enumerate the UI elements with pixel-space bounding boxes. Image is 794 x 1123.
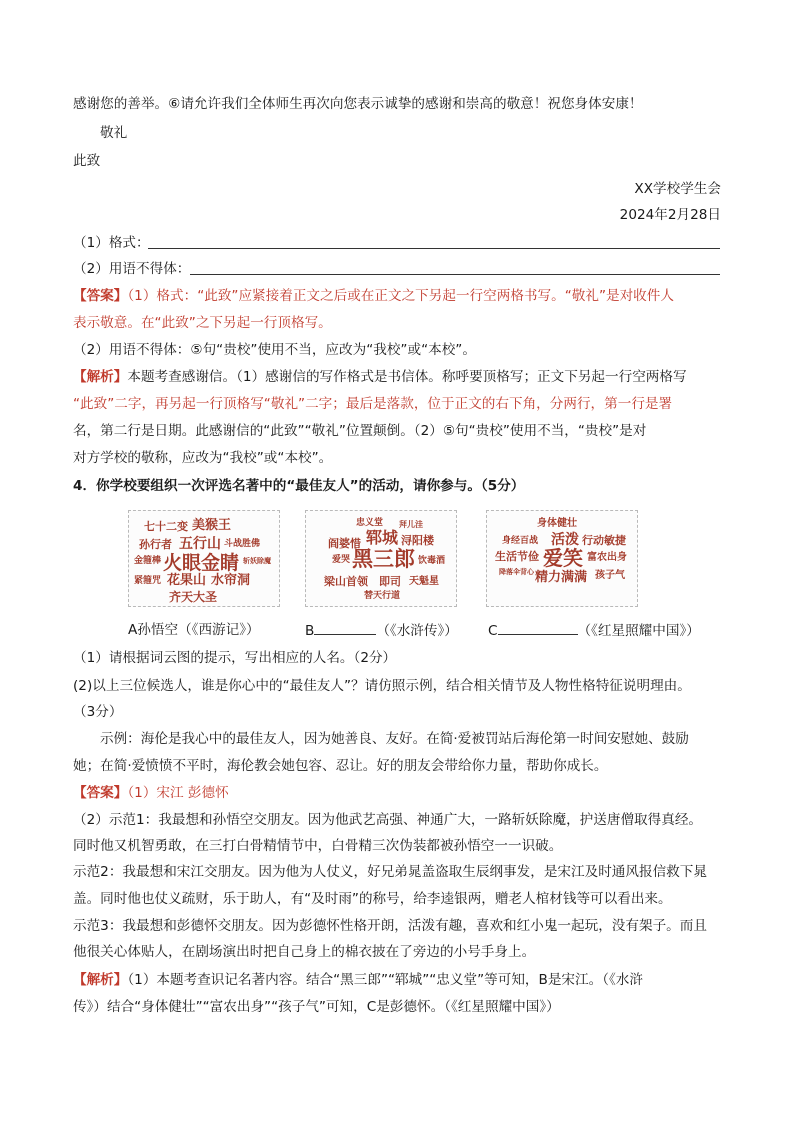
word-cloud-b: [305, 510, 457, 607]
letter-date: 2024年2月28日: [619, 207, 721, 223]
cloud-b-word: 拜儿洼: [399, 520, 423, 529]
answer2-line5: 盖。同时他也仗义疏财，乐于助人，有“及时雨”的称号，给李逵银两，赠老人棺材钱等可以看出来。: [73, 891, 672, 907]
cloud-b-word: 饮毒酒: [418, 556, 446, 566]
caption-c-letter: C: [488, 623, 498, 639]
analysis1-line1: 本题考查感谢信。（1）感谢信的写作格式是书信体。称呼要顶格写；正文下另起一行空两格写: [127, 369, 687, 385]
caption-b: [305, 620, 458, 641]
caption-c: [488, 620, 700, 641]
answer2-block: [73, 783, 229, 803]
cloud-c-word: 行动敏捷: [582, 534, 626, 547]
cloud-c-word: 身体健壮: [537, 518, 577, 529]
analysis1-block: [73, 367, 687, 387]
answer2-line2: （2）示范1：我最想和孙悟空交朋友。因为他武艺高强、神通广大，一路斩妖除魔，护送唐僧取得真经。: [73, 812, 703, 828]
letter-closing-line: 感谢您的善举。⑥请允许我们全体师生再次向您表示诚挚的感谢和崇高的敬意！祝您身体安康！: [73, 96, 643, 112]
cloud-a-word: 美猴王: [192, 518, 232, 533]
answer2-line6: 示范3：我最想和彭德怀交朋友。因为彭德怀性格开朗，活泼有趣，喜欢和红小鬼一起玩，没有架子。而且: [73, 918, 707, 934]
answer1-line3: （2）用语不得体：⑤句“贵校”使用不当，应改为“我校”或“本校”。: [73, 342, 476, 358]
cloud-c-word: 精力满满: [535, 570, 588, 585]
cloud-a-word: 齐天大圣: [169, 590, 218, 604]
cloud-a-word: 紧箍咒: [134, 576, 162, 586]
cloud-c-word: 爱笑: [543, 546, 583, 570]
subquestion-1: （1）请根据词云图的提示，写出相应的人名。（2分）: [73, 650, 397, 666]
format-answer-line[interactable]: [148, 248, 720, 249]
subquestion-2-line2: （3分）: [73, 704, 123, 720]
answer2-line3: 同时他又机智勇敢，在三打白骨精情节中，白骨精三次伪装都被孙悟空一一识破。: [73, 838, 563, 854]
usage-answer-line[interactable]: [190, 274, 720, 275]
cloud-c-word: 降落伞背心: [499, 568, 534, 576]
answer2-line1: （1）宋江 彭德怀: [127, 785, 229, 801]
analysis-tag: 【解析】: [73, 369, 128, 385]
answer1-line2: 表示敬意。在“此致”之下另起一行顶格写。: [73, 315, 332, 331]
usage-label: （2）用语不得体：: [73, 261, 191, 277]
letter-jingli: 敬礼: [100, 125, 128, 141]
caption-b-letter: B: [305, 623, 315, 639]
cloud-a-word: 斩妖除魔: [243, 557, 271, 565]
cloud-b-word: 浔阳楼: [401, 534, 434, 547]
caption-c-book: （《红星照耀中国》）: [577, 623, 700, 639]
question4-title: 4．你学校要组织一次评选名著中的“最佳友人”的活动，请你参与。（5分）: [73, 478, 525, 494]
cloud-b-word: 忠义堂: [356, 518, 384, 528]
word-cloud-c: [486, 510, 638, 607]
cloud-b-word: 黑三郎: [352, 547, 415, 571]
example-line1: 示例：海伦是我心中的最佳友人，因为她善良、友好。在简·爱被罚站后海伦第一时间安慰她、鼓励: [100, 731, 689, 747]
answer1-block: [73, 286, 674, 306]
cloud-c-word: 活泼: [551, 532, 579, 548]
cloud-a-word: 金箍棒: [134, 556, 162, 566]
cloud-b-word: 郓城: [366, 528, 399, 547]
caption-c-blank[interactable]: [498, 620, 578, 635]
analysis2-line1: （1）本题考查识记名著内容。结合“黑三郎”“郓城”“忠义堂”等可知，B是宋江。（《水浒: [127, 972, 643, 988]
example-line2: 她；在简·爱愤愤不平时，海伦教会她包容、忍让。好的朋友会带给你力量，帮助你成长。: [73, 758, 608, 774]
cloud-a-word: 火眼金睛: [163, 552, 240, 574]
cloud-c-word: 身经百战: [502, 536, 539, 546]
analysis2-block: [73, 970, 643, 990]
subquestion-2-line1: (2)以上三位候选人，谁是你心中的“最佳友人”？请仿照示例，结合相关情节及人物性格特征说明理由。: [73, 678, 691, 694]
answer1-line1: （1）格式：“此致”应紧接着正文之后或在正文之下另起一行空两格书写。“敬礼”是对收件人: [127, 288, 674, 304]
letter-signer: XX学校学生会: [634, 181, 721, 197]
cloud-c-word: 富农出身: [587, 552, 627, 563]
cloud-a-word: 斗战胜佛: [224, 539, 261, 549]
format-label: （1）格式：: [73, 235, 150, 251]
cloud-b-word: 替天行道: [364, 591, 401, 601]
analysis2-tag: 【解析】: [73, 972, 128, 988]
cloud-a-word: 水帘洞: [211, 573, 251, 588]
caption-b-book: （《水浒传》）: [376, 623, 458, 639]
answer2-line4: 示范2：我最想和宋江交朋友。因为他为人仗义，好兄弟晁盖盗取生辰纲事发，是宋江及时通风报信救下晁: [73, 864, 707, 880]
cloud-a-word: 花果山: [167, 573, 207, 588]
word-cloud-a: [128, 510, 280, 607]
caption-b-blank[interactable]: [314, 620, 376, 635]
cloud-a-word: 五行山: [179, 536, 221, 552]
analysis1-line4: 对方学校的敬称，应改为“我校”或“本校”。: [73, 450, 333, 466]
cloud-c-word: 生活节俭: [495, 550, 539, 563]
cloud-b-word: 即司: [379, 575, 401, 588]
analysis1-line2: “此致”二字，再另起一行顶格写“敬礼”二字；最后是落款，位于正文的右下角，分两行，第一行是署: [73, 396, 673, 412]
cloud-a-word: 孙行者: [139, 538, 172, 551]
caption-a: A孙悟空（《西游记》）: [128, 622, 260, 638]
analysis2-line2: 传》）结合“身体健壮”“富农出身”“孩子气”可知，C是彭德怀。（《红星照耀中国》）: [73, 999, 560, 1015]
cloud-b-word: 爱哭: [332, 555, 351, 565]
cloud-a-word: 七十二变: [144, 520, 188, 533]
answer2-line7: 他很关心体贴人，在剧场演出时把自己身上的棉衣披在了旁边的小号手身上。: [73, 944, 536, 960]
cloud-b-word: 天魁星: [409, 576, 439, 587]
cloud-c-word: 孩子气: [595, 570, 625, 581]
letter-cizhi: 此致: [73, 153, 101, 169]
cloud-b-word: 梁山首领: [324, 575, 368, 588]
answer-tag: 【答案】: [73, 288, 128, 304]
cloud-b-word: 阎婆惜: [328, 537, 361, 550]
answer2-tag: 【答案】: [73, 785, 128, 801]
analysis1-line3: 名，第二行是日期。此感谢信的“此致”“敬礼”位置颠倒。（2）⑤句“贵校”使用不当，“贵校”是对: [73, 423, 647, 439]
